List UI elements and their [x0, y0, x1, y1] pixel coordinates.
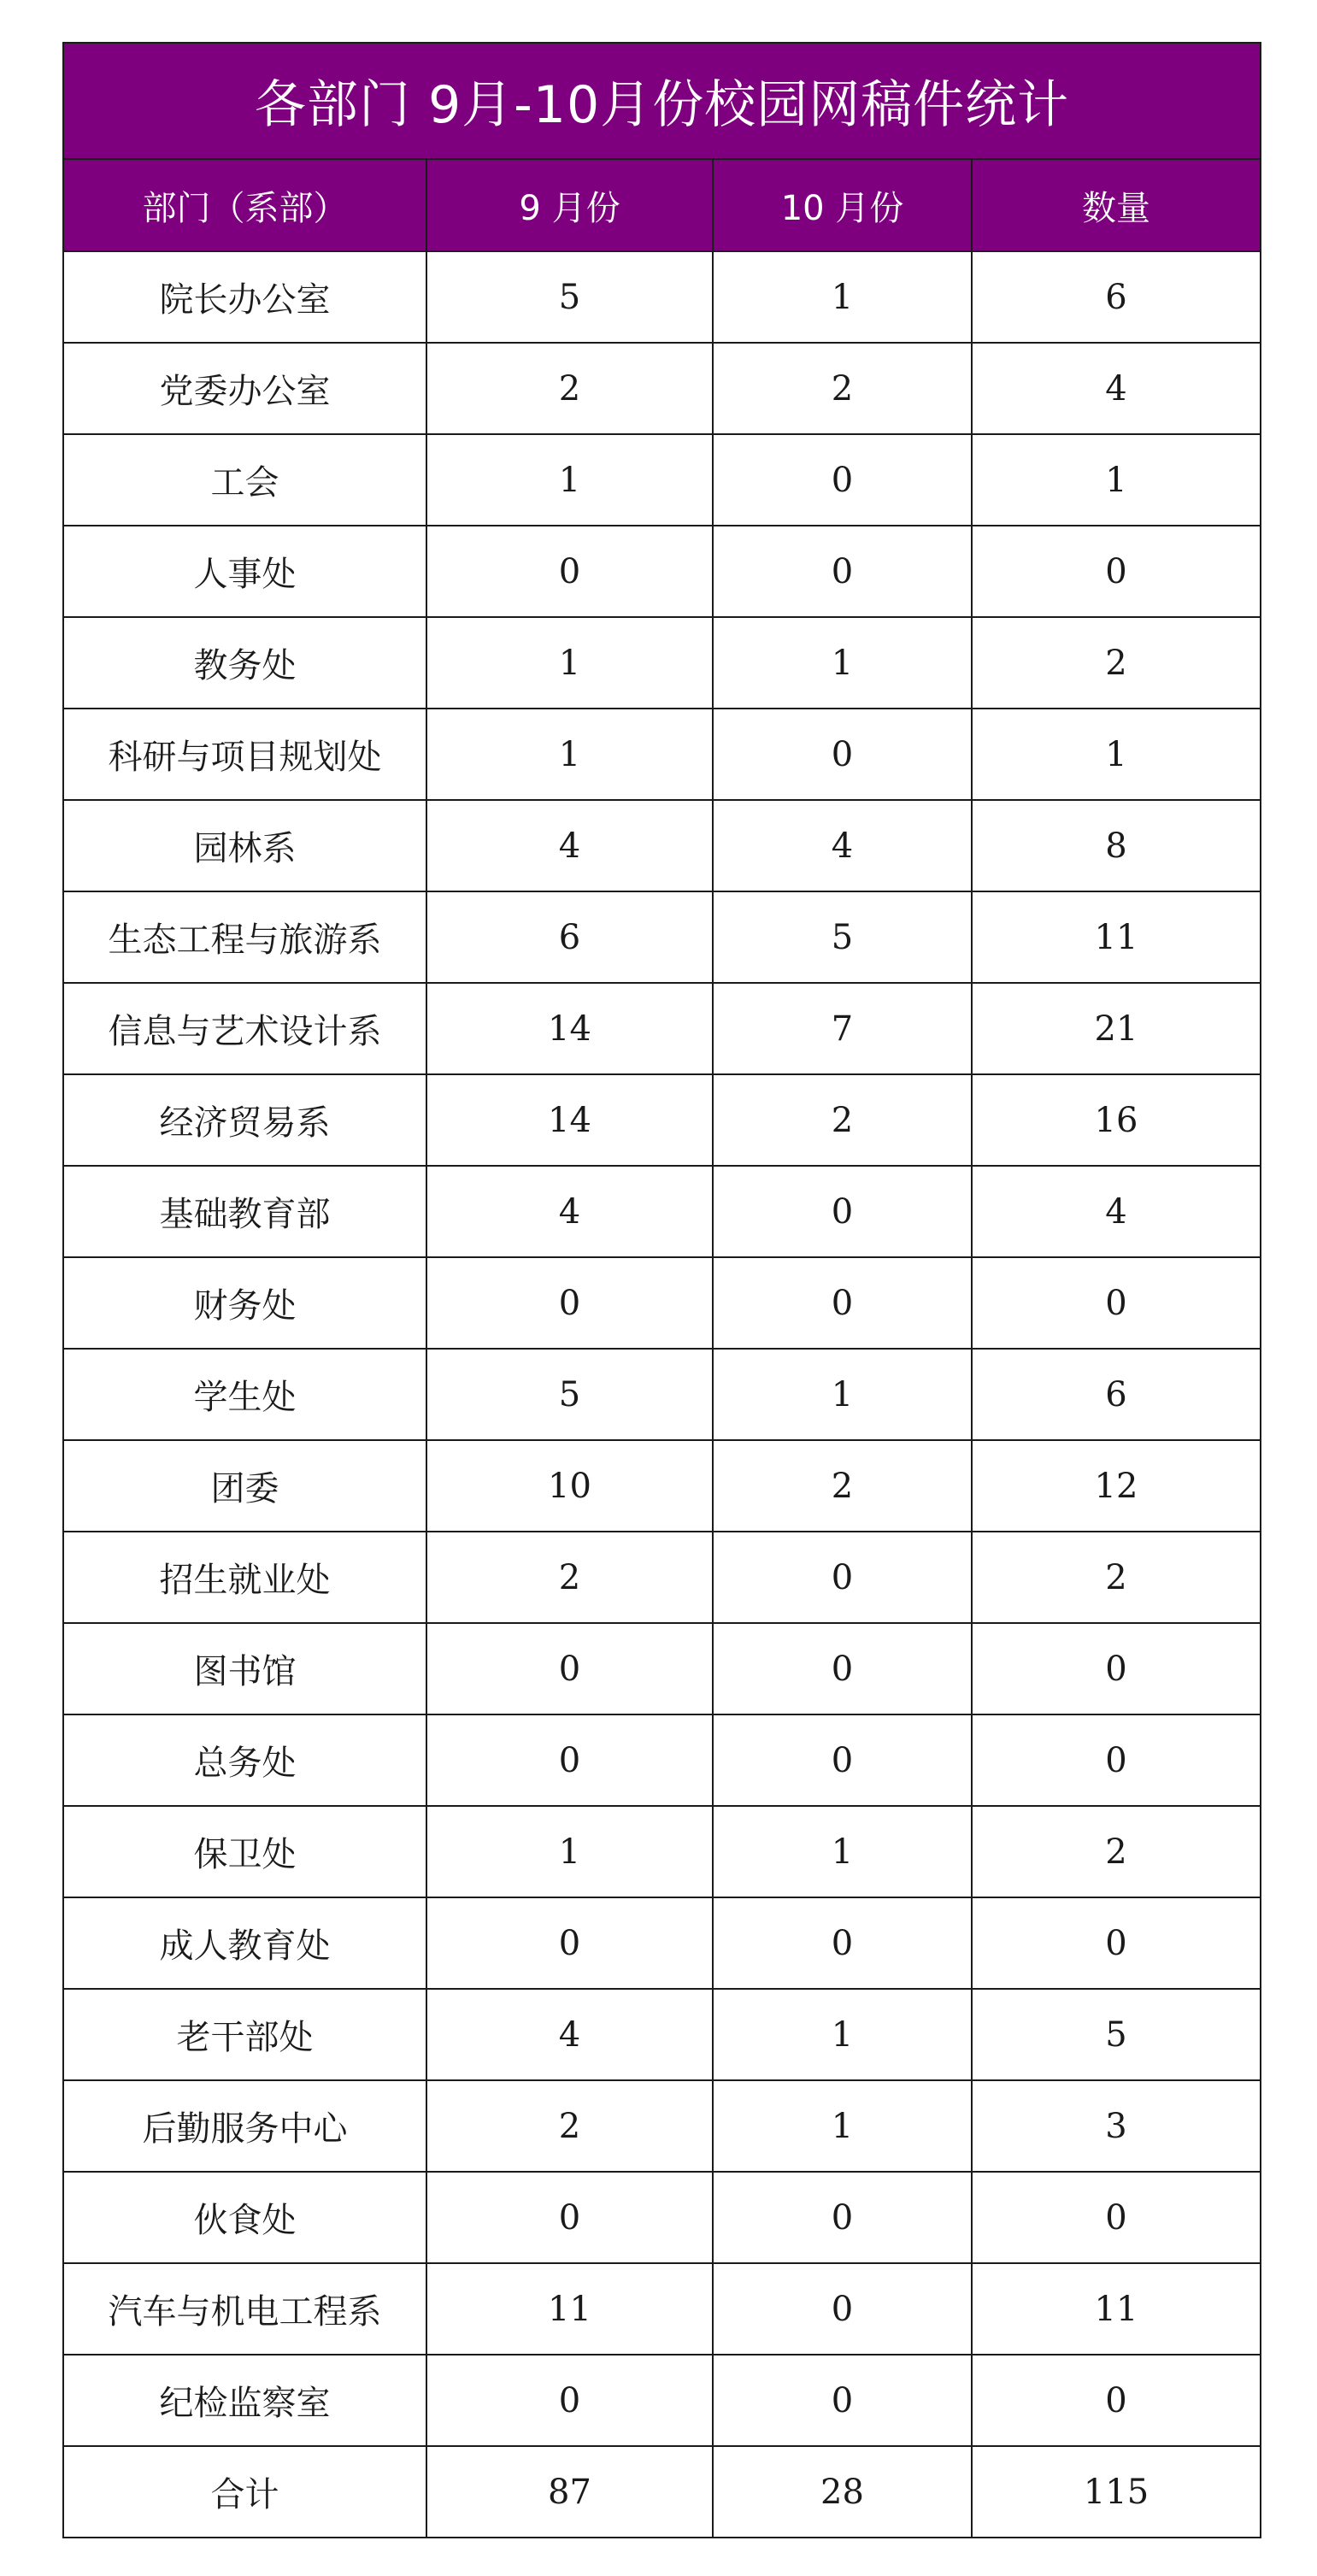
table-row: [63, 2263, 1261, 2355]
dept-cell: 园林系: [63, 800, 426, 891]
dept-cell: 纪检监察室: [63, 2355, 426, 2446]
total-count-cell: 2: [972, 617, 1261, 709]
table-row: [63, 800, 1261, 891]
header-row: [63, 159, 1261, 251]
total-count-cell: 6: [972, 251, 1261, 343]
dept-cell: 合计: [63, 2446, 426, 2538]
dept-cell: 基础教育部: [63, 1166, 426, 1257]
october-count-cell: 0: [713, 1623, 972, 1714]
dept-cell: 院长办公室: [63, 251, 426, 343]
total-count-cell: 21: [972, 983, 1261, 1074]
total-count-cell: 2: [972, 1806, 1261, 1897]
dept-cell: 老干部处: [63, 1989, 426, 2080]
october-count-cell: 1: [713, 1989, 972, 2080]
total-count-cell: 0: [972, 1257, 1261, 1349]
total-count-cell: 0: [972, 526, 1261, 617]
october-count-cell: 0: [713, 1257, 972, 1349]
dept-cell: 后勤服务中心: [63, 2080, 426, 2172]
table-row: [63, 1989, 1261, 2080]
total-count-cell: 0: [972, 1714, 1261, 1806]
total-count-cell: 11: [972, 2263, 1261, 2355]
dept-cell: 汽车与机电工程系: [63, 2263, 426, 2355]
total-count-cell: 3: [972, 2080, 1261, 2172]
stats-table: [62, 42, 1261, 2538]
october-count-cell: 2: [713, 1440, 972, 1532]
table-body: [63, 251, 1261, 2538]
total-count-cell: 16: [972, 1074, 1261, 1166]
table-row: [63, 2355, 1261, 2446]
september-count-cell: 4: [426, 800, 713, 891]
october-count-cell: 0: [713, 2263, 972, 2355]
table-row: [63, 1532, 1261, 1623]
october-count-cell: 1: [713, 2080, 972, 2172]
title-row: [63, 43, 1261, 159]
table-row: [63, 1897, 1261, 1989]
table-row-total: [63, 2446, 1261, 2538]
september-count-cell: 1: [426, 617, 713, 709]
dept-cell: 总务处: [63, 1714, 426, 1806]
column-header-september: 9 月份: [426, 159, 713, 251]
table-row: [63, 2172, 1261, 2263]
table-row: [63, 617, 1261, 709]
september-count-cell: 14: [426, 983, 713, 1074]
table-row: [63, 526, 1261, 617]
total-count-cell: 0: [972, 1623, 1261, 1714]
dept-cell: 经济贸易系: [63, 1074, 426, 1166]
october-count-cell: 1: [713, 1349, 972, 1440]
table-row: [63, 891, 1261, 983]
september-count-cell: 5: [426, 251, 713, 343]
total-count-cell: 6: [972, 1349, 1261, 1440]
october-count-cell: 0: [713, 2172, 972, 2263]
dept-cell: 人事处: [63, 526, 426, 617]
table-row: [63, 1440, 1261, 1532]
total-count-cell: 4: [972, 343, 1261, 434]
october-count-cell: 0: [713, 434, 972, 526]
dept-cell: 科研与项目规划处: [63, 709, 426, 800]
total-count-cell: 8: [972, 800, 1261, 891]
dept-cell: 招生就业处: [63, 1532, 426, 1623]
table-row: [63, 1166, 1261, 1257]
september-count-cell: 2: [426, 343, 713, 434]
october-count-cell: 0: [713, 1532, 972, 1623]
september-count-cell: 1: [426, 709, 713, 800]
total-count-cell: 5: [972, 1989, 1261, 2080]
table-row: [63, 343, 1261, 434]
september-count-cell: 87: [426, 2446, 713, 2538]
september-count-cell: 2: [426, 1532, 713, 1623]
dept-cell: 教务处: [63, 617, 426, 709]
dept-cell: 成人教育处: [63, 1897, 426, 1989]
september-count-cell: 1: [426, 1806, 713, 1897]
table-row: [63, 434, 1261, 526]
september-count-cell: 0: [426, 2355, 713, 2446]
dept-cell: 学生处: [63, 1349, 426, 1440]
september-count-cell: 14: [426, 1074, 713, 1166]
column-header-dept: 部门（系部）: [63, 159, 426, 251]
table-row: [63, 1714, 1261, 1806]
total-count-cell: 1: [972, 709, 1261, 800]
september-count-cell: 6: [426, 891, 713, 983]
total-count-cell: 2: [972, 1532, 1261, 1623]
total-count-cell: 12: [972, 1440, 1261, 1532]
table-row: [63, 1806, 1261, 1897]
october-count-cell: 2: [713, 1074, 972, 1166]
september-count-cell: 0: [426, 1257, 713, 1349]
september-count-cell: 4: [426, 1989, 713, 2080]
column-header-total: 数量: [972, 159, 1261, 251]
total-count-cell: 4: [972, 1166, 1261, 1257]
october-count-cell: 4: [713, 800, 972, 891]
total-count-cell: 0: [972, 1897, 1261, 1989]
table-title: 各部门 9月-10月份校园网稿件统计: [63, 43, 1261, 159]
dept-cell: 图书馆: [63, 1623, 426, 1714]
september-count-cell: 0: [426, 526, 713, 617]
table-row: [63, 2080, 1261, 2172]
total-count-cell: 0: [972, 2172, 1261, 2263]
october-count-cell: 5: [713, 891, 972, 983]
dept-cell: 保卫处: [63, 1806, 426, 1897]
october-count-cell: 2: [713, 343, 972, 434]
september-count-cell: 0: [426, 1714, 713, 1806]
dept-cell: 党委办公室: [63, 343, 426, 434]
table-row: [63, 1074, 1261, 1166]
september-count-cell: 0: [426, 1897, 713, 1989]
october-count-cell: 0: [713, 709, 972, 800]
table-row: [63, 983, 1261, 1074]
dept-cell: 团委: [63, 1440, 426, 1532]
september-count-cell: 5: [426, 1349, 713, 1440]
october-count-cell: 0: [713, 2355, 972, 2446]
october-count-cell: 0: [713, 1897, 972, 1989]
september-count-cell: 0: [426, 1623, 713, 1714]
october-count-cell: 7: [713, 983, 972, 1074]
total-count-cell: 11: [972, 891, 1261, 983]
september-count-cell: 11: [426, 2263, 713, 2355]
september-count-cell: 2: [426, 2080, 713, 2172]
table-row: [63, 709, 1261, 800]
table-row: [63, 1349, 1261, 1440]
dept-cell: 财务处: [63, 1257, 426, 1349]
october-count-cell: 0: [713, 1714, 972, 1806]
table-row: [63, 1623, 1261, 1714]
september-count-cell: 0: [426, 2172, 713, 2263]
october-count-cell: 0: [713, 1166, 972, 1257]
dept-cell: 伙食处: [63, 2172, 426, 2263]
total-count-cell: 115: [972, 2446, 1261, 2538]
october-count-cell: 1: [713, 1806, 972, 1897]
september-count-cell: 1: [426, 434, 713, 526]
dept-cell: 信息与艺术设计系: [63, 983, 426, 1074]
october-count-cell: 28: [713, 2446, 972, 2538]
dept-cell: 生态工程与旅游系: [63, 891, 426, 983]
september-count-cell: 4: [426, 1166, 713, 1257]
column-header-october: 10 月份: [713, 159, 972, 251]
total-count-cell: 0: [972, 2355, 1261, 2446]
table-row: [63, 1257, 1261, 1349]
table-row: [63, 251, 1261, 343]
october-count-cell: 0: [713, 526, 972, 617]
dept-cell: 工会: [63, 434, 426, 526]
september-count-cell: 10: [426, 1440, 713, 1532]
total-count-cell: 1: [972, 434, 1261, 526]
october-count-cell: 1: [713, 617, 972, 709]
october-count-cell: 1: [713, 251, 972, 343]
